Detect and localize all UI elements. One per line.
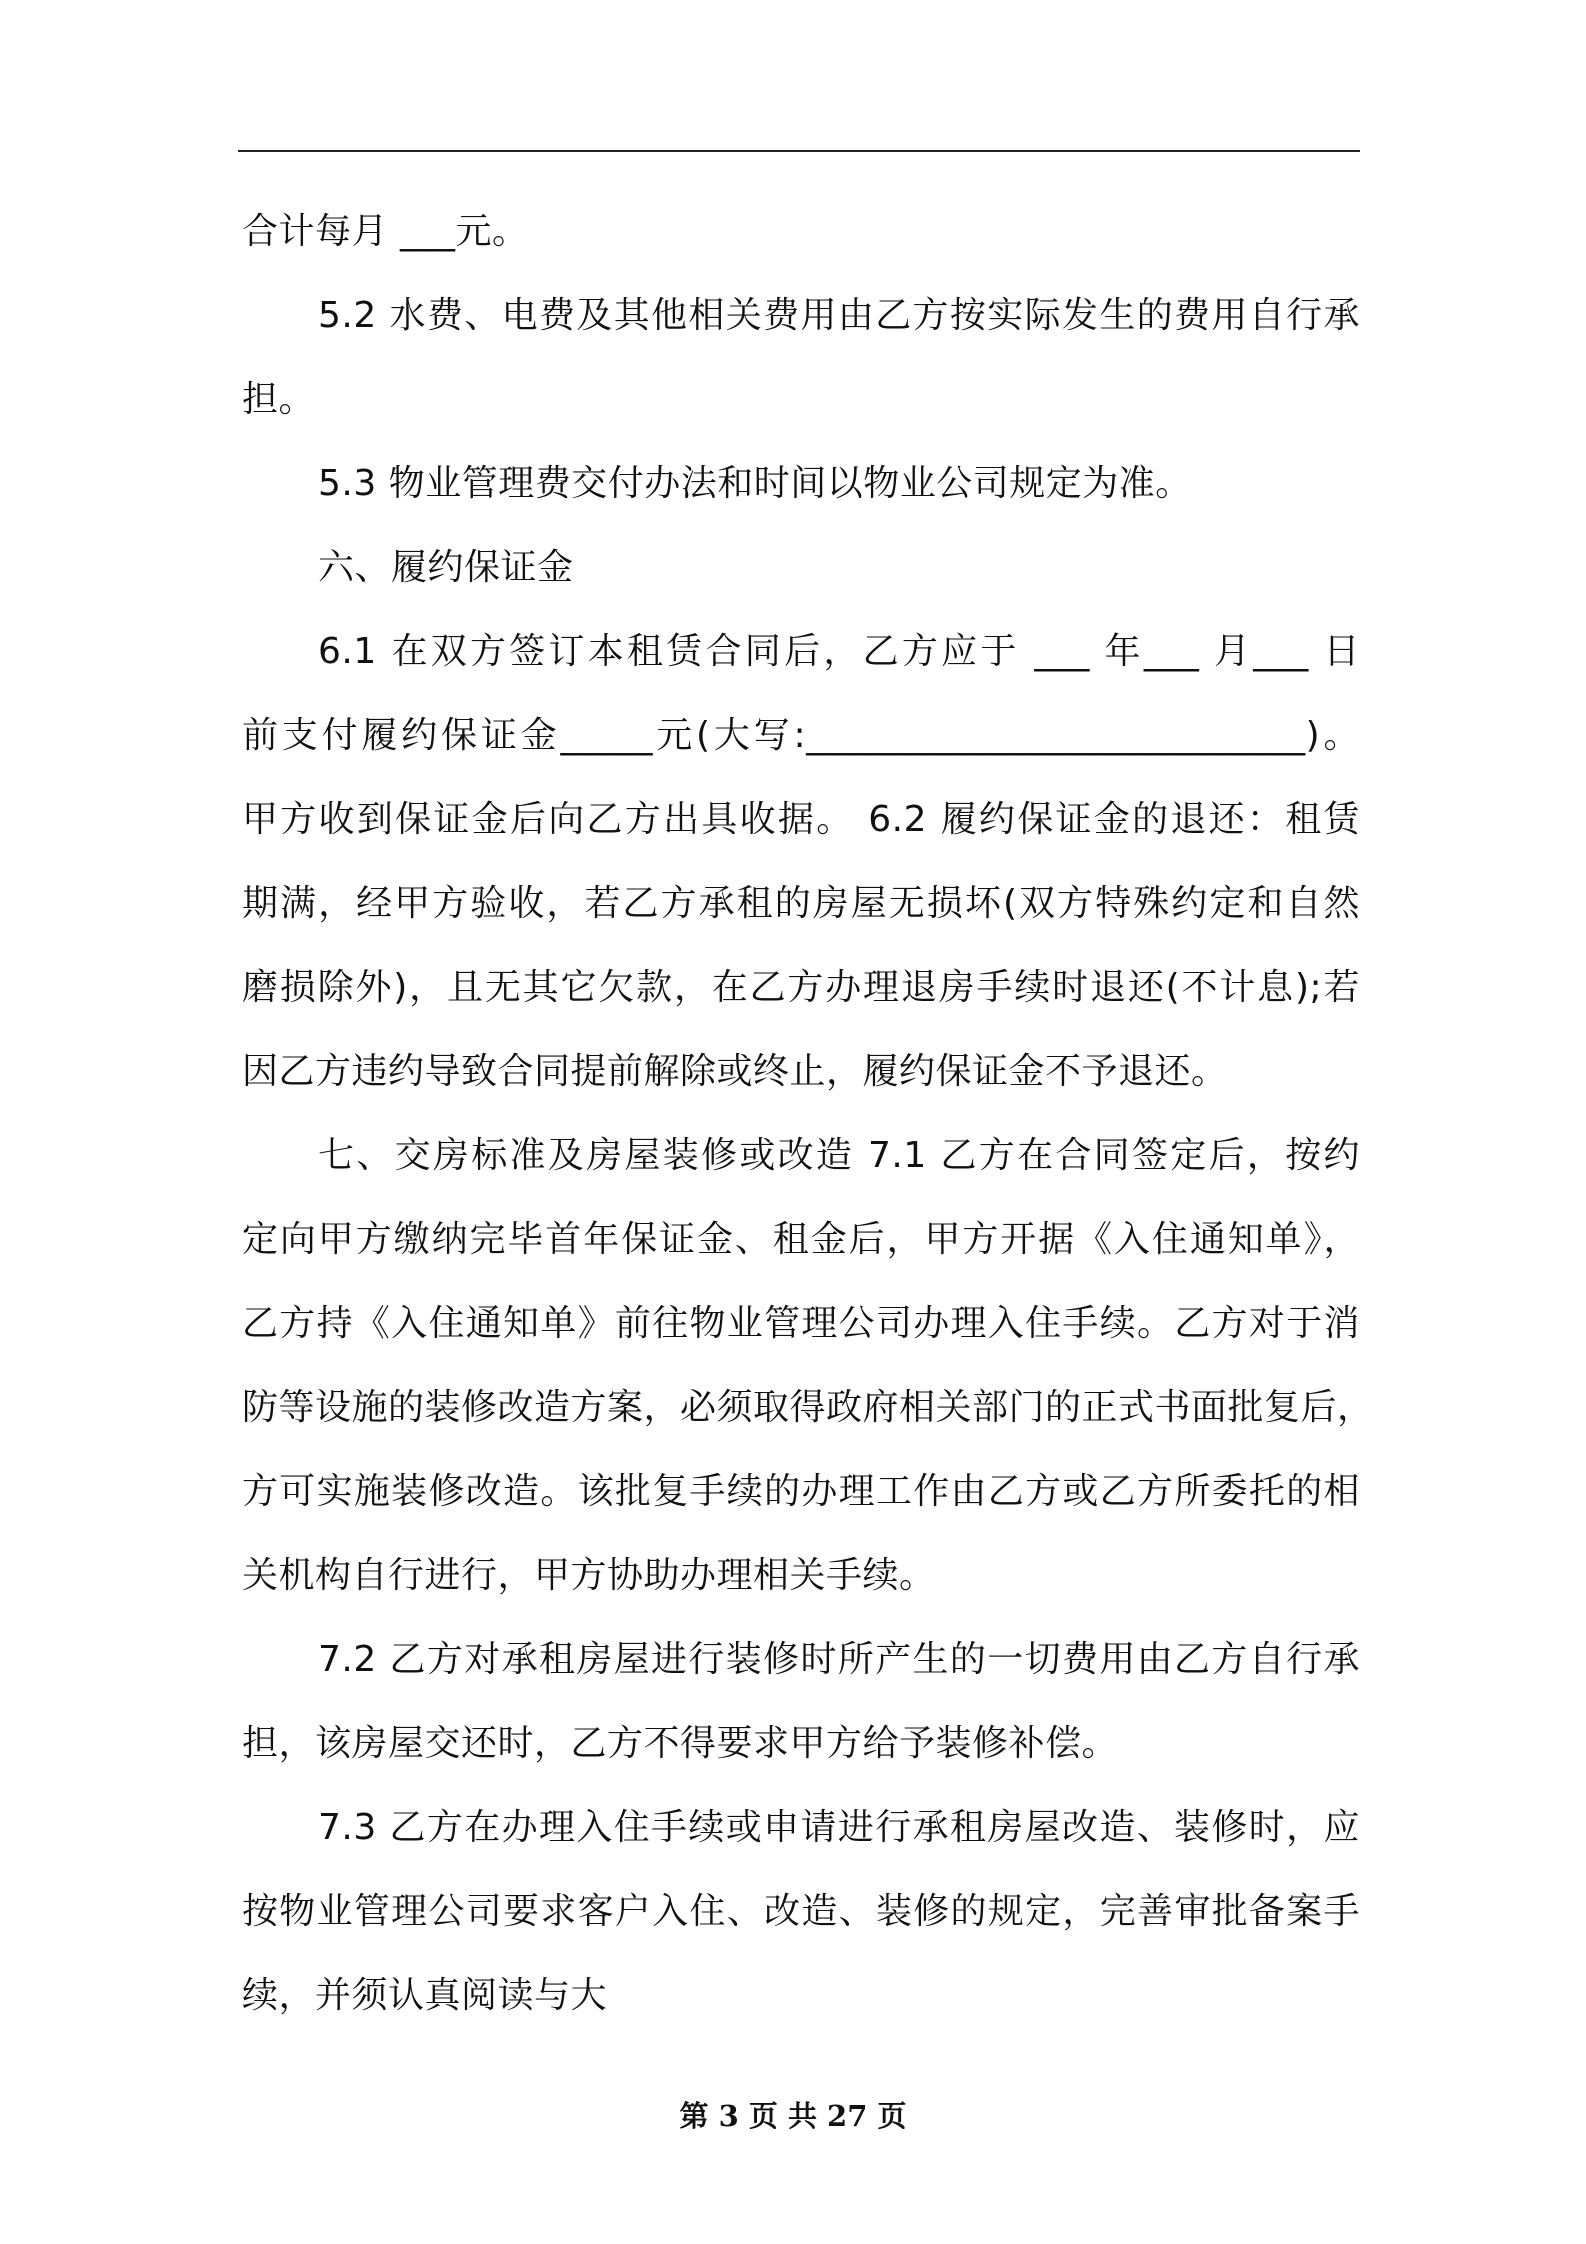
text-line: 按物业管理公司要求客户入住、改造、装修的规定，完善审批备案手 — [242, 1891, 1360, 1932]
text-line: 7.2 乙方对承租房屋进行装修时所产生的一切费用由乙方自行承 — [318, 1639, 1360, 1680]
text-line: 乙方持《入住通知单》前往物业管理公司办理入住手续。乙方对于消 — [242, 1303, 1360, 1344]
header-rule — [238, 150, 1360, 152]
section-heading: 六、履约保证金 — [318, 547, 574, 588]
text-line: 期满，经甲方验收，若乙方承租的房屋无损坏(双方特殊约定和自然 — [242, 883, 1360, 924]
text-line: 6.1 在双方签订本租赁合同后，乙方应于 ___ 年___ 月___ 日 — [318, 631, 1360, 672]
text-line: 7.3 乙方在办理入住手续或申请进行承租房屋改造、装修时，应 — [318, 1807, 1360, 1848]
text-line: 担，该房屋交还时，乙方不得要求甲方给予装修补偿。 — [242, 1723, 1119, 1764]
text-line: 七、交房标准及房屋装修或改造 7.1 乙方在合同签定后，按约 — [318, 1135, 1360, 1176]
document-body — [242, 190, 1374, 2038]
text-line: 方可实施装修改造。该批复手续的办理工作由乙方或乙方所委托的相 — [242, 1471, 1360, 1512]
text-line: 甲方收到保证金后向乙方出具收据。 6.2 履约保证金的退还：租赁 — [242, 799, 1360, 840]
page-number: 第 3 页 共 27 页 — [679, 2099, 907, 2133]
text-line: 合计每月 ___元。 — [242, 211, 529, 252]
text-line: 定向甲方缴纳完毕首年保证金、租金后，甲方开据《入住通知单》， — [242, 1219, 1360, 1260]
text-line: 前支付履约保证金_____元(大写:___________________________)。 — [242, 715, 1360, 756]
text-line: 磨损除外)，且无其它欠款，在乙方办理退房手续时退还(不计息);若 — [242, 967, 1360, 1008]
text-line: 因乙方违约导致合同提前解除或终止，履约保证金不予退还。 — [242, 1051, 1228, 1092]
text-line: 关机构自行进行，甲方协助办理相关手续。 — [242, 1555, 936, 1596]
text-line: 5.3 物业管理费交付办法和时间以物业公司规定为准。 — [318, 463, 1192, 504]
text-line: 续，并须认真阅读与大 — [242, 1975, 608, 2016]
text-line: 防等设施的装修改造方案，必须取得政府相关部门的正式书面批复后， — [242, 1387, 1374, 1428]
text-line: 担。 — [242, 379, 316, 420]
text-line: 5.2 水费、电费及其他相关费用由乙方按实际发生的费用自行承 — [318, 295, 1360, 336]
